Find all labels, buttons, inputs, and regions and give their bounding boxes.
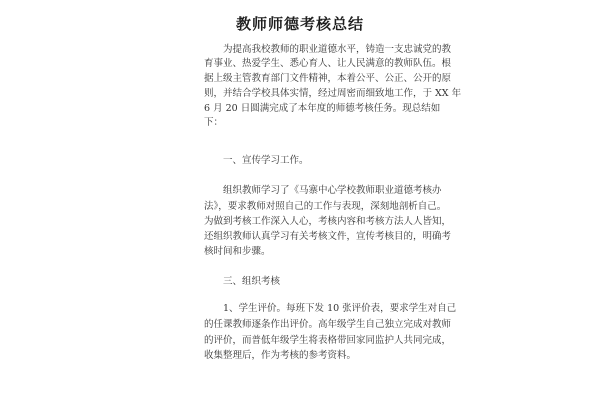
- section1-line: 核时间和步骤。: [204, 246, 271, 257]
- intro-line: 育事业、热爱学生、悉心育人、让人民满意的教师队伍。根: [204, 58, 452, 69]
- section-heading: 一、宣传学习工作。: [204, 155, 309, 166]
- section2-line: 的评价，而普低年级学生将表格带回家同监护人共同完成，: [204, 335, 452, 346]
- intro-line: 6 月 20 日圆满完成了本年度的师德考核任务。现总结如: [204, 103, 441, 114]
- section2-line: 1、学生评价。每班下发 10 张评价表，要求学生对自己: [204, 303, 457, 314]
- section1-line: 组织教师学习了《马寨中心学校教师职业道德考核办: [204, 185, 442, 196]
- section1-line: 为做到考核工作深入人心，考核内容和考核方法人人皆知，: [204, 216, 452, 227]
- section1-line: 法》，要求教师对照自己的工作与表现，深刻地剖析自己。: [204, 201, 447, 212]
- intro-line: 则，并结合学校具体实情，经过周密而细致地工作，于 XX 年: [204, 88, 462, 99]
- section-heading: 三、组织考核: [204, 276, 281, 287]
- document-title: 教师师德考核总结: [235, 15, 364, 33]
- intro-line: 下：: [204, 117, 224, 128]
- section2-line: 的任课教师逐条作出评价。高年级学生自己独立完成对教师: [204, 319, 452, 330]
- section2-line: 收集整理后，作为考核的参考资料。: [204, 350, 357, 361]
- section1-line: 还组织教师认真学习有关考核文件，宣传考核目的，明确考: [204, 231, 452, 242]
- intro-line: 为提高我校教师的职业道德水平，铸造一支忠诚党的教: [204, 44, 452, 55]
- intro-line: 据上级主管教育部门文件精神，本着公平、公正、公开的原: [204, 73, 452, 84]
